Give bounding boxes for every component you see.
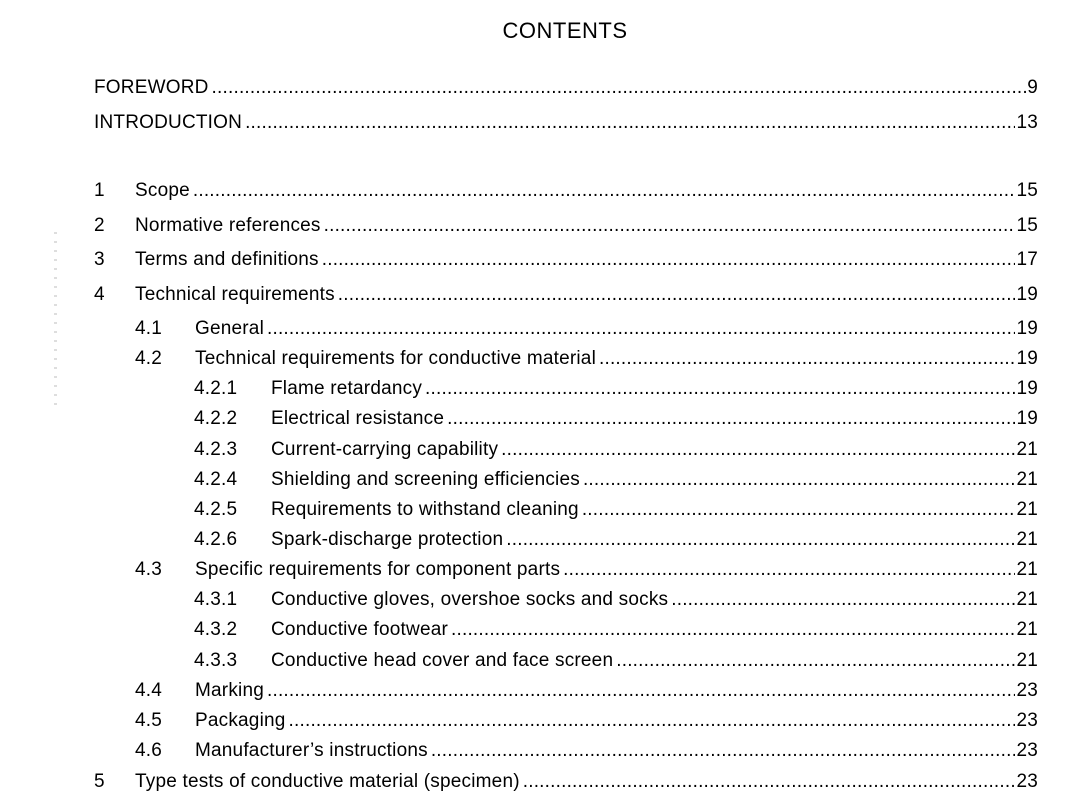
toc-entry-page: 21 [1016,650,1038,671]
toc-entry-title: Type tests of conductive material (specimen) [135,771,520,792]
toc-entry-title: Marking [195,680,264,701]
toc-entry-4-3-3[interactable] [194,649,1038,673]
toc-entry-title: Technical requirements for conductive material [195,348,596,369]
toc-entry-title: General [195,318,264,339]
toc-entry-title: Conductive gloves, overshoe socks and socks [271,589,669,610]
toc-entry-introduction[interactable] [94,111,1038,135]
toc-entry-title: Normative references [135,215,321,236]
dot-leader [506,528,1015,552]
toc-entry-number: 4.2 [135,348,163,369]
dot-leader [447,407,1015,431]
toc-entry-page: 23 [1016,680,1038,701]
dot-leader [289,709,1016,733]
toc-entry-page: 15 [1016,180,1038,201]
toc-entry-number: 2 [94,215,105,236]
toc-entry-page: 13 [1016,112,1038,133]
toc-entry-number: 4.2.1 [194,378,238,399]
toc-entry-title: Terms and definitions [135,249,319,270]
toc-entry-title: Conductive head cover and face screen [271,650,614,671]
toc-entry-4-2-3[interactable] [194,438,1038,462]
toc-entry-title: Flame retardancy [271,378,423,399]
toc-entry-number: 4.3 [135,559,163,580]
toc-entry-foreword[interactable] [94,76,1038,100]
toc-entry-number: 4.1 [135,318,163,339]
dot-leader [267,679,1015,703]
toc-entry-number: 4.5 [135,710,163,731]
toc-entry-title: Conductive footwear [271,619,449,640]
toc-entry-title: Spark-discharge protection [271,529,504,550]
dot-leader [322,248,1016,272]
toc-entry-4[interactable] [94,283,1038,307]
toc-entry-title: Packaging [195,710,286,731]
toc-entry-title: Shielding and screening efficiencies [271,469,580,490]
toc-entry-4-1[interactable] [135,317,1038,341]
dot-leader [425,377,1015,401]
toc-entry-page: 15 [1016,215,1038,236]
toc-entry-title: Technical requirements [135,284,335,305]
dot-leader [212,76,1027,100]
dot-leader [523,770,1016,794]
toc-entry-3[interactable] [94,248,1038,272]
toc-entry-title: Electrical resistance [271,408,445,429]
dot-leader [616,649,1015,673]
toc-entry-page: 9 [1027,77,1038,98]
toc-entry-page: 21 [1016,499,1038,520]
toc-entry-page: 17 [1016,249,1038,270]
toc-entry-title: INTRODUCTION [94,112,243,133]
toc-entry-number: 4.3.2 [194,619,238,640]
toc-entry-4-5[interactable] [135,709,1038,733]
toc-entry-page: 19 [1016,318,1038,339]
toc-entry-4-2-5[interactable] [194,498,1038,522]
toc-entry-number: 4.2.6 [194,529,238,550]
toc-entry-page: 19 [1016,378,1038,399]
toc-entry-number: 4.3.3 [194,650,238,671]
toc-entry-page: 23 [1016,740,1038,761]
toc-entry-number: 4.6 [135,740,163,761]
toc-entry-page: 19 [1016,348,1038,369]
page-title: CONTENTS [502,18,628,43]
toc-entry-number: 4.2.4 [194,469,238,490]
dot-leader [431,739,1016,763]
toc-entry-number: 4.2.2 [194,408,238,429]
toc-entry-4-2[interactable] [135,347,1038,371]
dot-leader [563,558,1015,582]
toc-entry-page: 21 [1016,469,1038,490]
dot-leader [599,347,1015,371]
toc-entry-page: 21 [1016,439,1038,460]
dot-leader [193,179,1016,203]
toc-entry-number: 4.4 [135,680,163,701]
dot-leader [501,438,1015,462]
toc-entry-page: 23 [1016,710,1038,731]
toc-entry-number: 4.2.3 [194,439,238,460]
toc-entry-4-2-4[interactable] [194,468,1038,492]
toc-entry-page: 23 [1016,771,1038,792]
toc-entry-title: FOREWORD [94,77,209,98]
dot-leader [671,588,1015,612]
toc-entry-4-3[interactable] [135,558,1038,582]
dot-leader [324,214,1016,238]
toc-entry-number: 1 [94,180,105,201]
toc-entry-4-3-1[interactable] [194,588,1038,612]
toc-entry-number: 5 [94,771,105,792]
toc-entry-page: 21 [1016,589,1038,610]
toc-entry-page: 21 [1016,529,1038,550]
toc-entry-4-2-6[interactable] [194,528,1038,552]
toc-entry-page: 19 [1016,408,1038,429]
toc-entry-number: 3 [94,249,105,270]
dot-leader [583,468,1016,492]
toc-entry-2[interactable] [94,214,1038,238]
dot-leader [451,618,1015,642]
toc-entry-page: 21 [1016,619,1038,640]
toc-entry-4-2-1[interactable] [194,377,1038,401]
toc-entry-4-2-2[interactable] [194,407,1038,431]
toc-entry-number: 4 [94,284,105,305]
toc-entry-4-6[interactable] [135,739,1038,763]
toc-entry-5[interactable] [94,770,1038,794]
dot-leader [267,317,1015,341]
toc-entry-1[interactable] [94,179,1038,203]
toc-entry-title: Scope [135,180,190,201]
toc-entry-title: Manufacturer’s instructions [195,740,428,761]
toc-entry-4-3-2[interactable] [194,618,1038,642]
toc-entry-page: 21 [1016,559,1038,580]
toc-entry-title: Requirements to withstand cleaning [271,499,579,520]
toc-entry-number: 4.2.5 [194,499,238,520]
dot-leader [582,498,1016,522]
toc-entry-title: Current-carrying capability [271,439,499,460]
dot-leader [338,283,1016,307]
toc-entry-number: 4.3.1 [194,589,238,610]
toc-entry-4-4[interactable] [135,679,1038,703]
toc-entry-title: Specific requirements for component parts [195,559,561,580]
toc-entry-page: 19 [1016,284,1038,305]
dot-leader [245,111,1015,135]
margin-watermark [54,232,57,412]
